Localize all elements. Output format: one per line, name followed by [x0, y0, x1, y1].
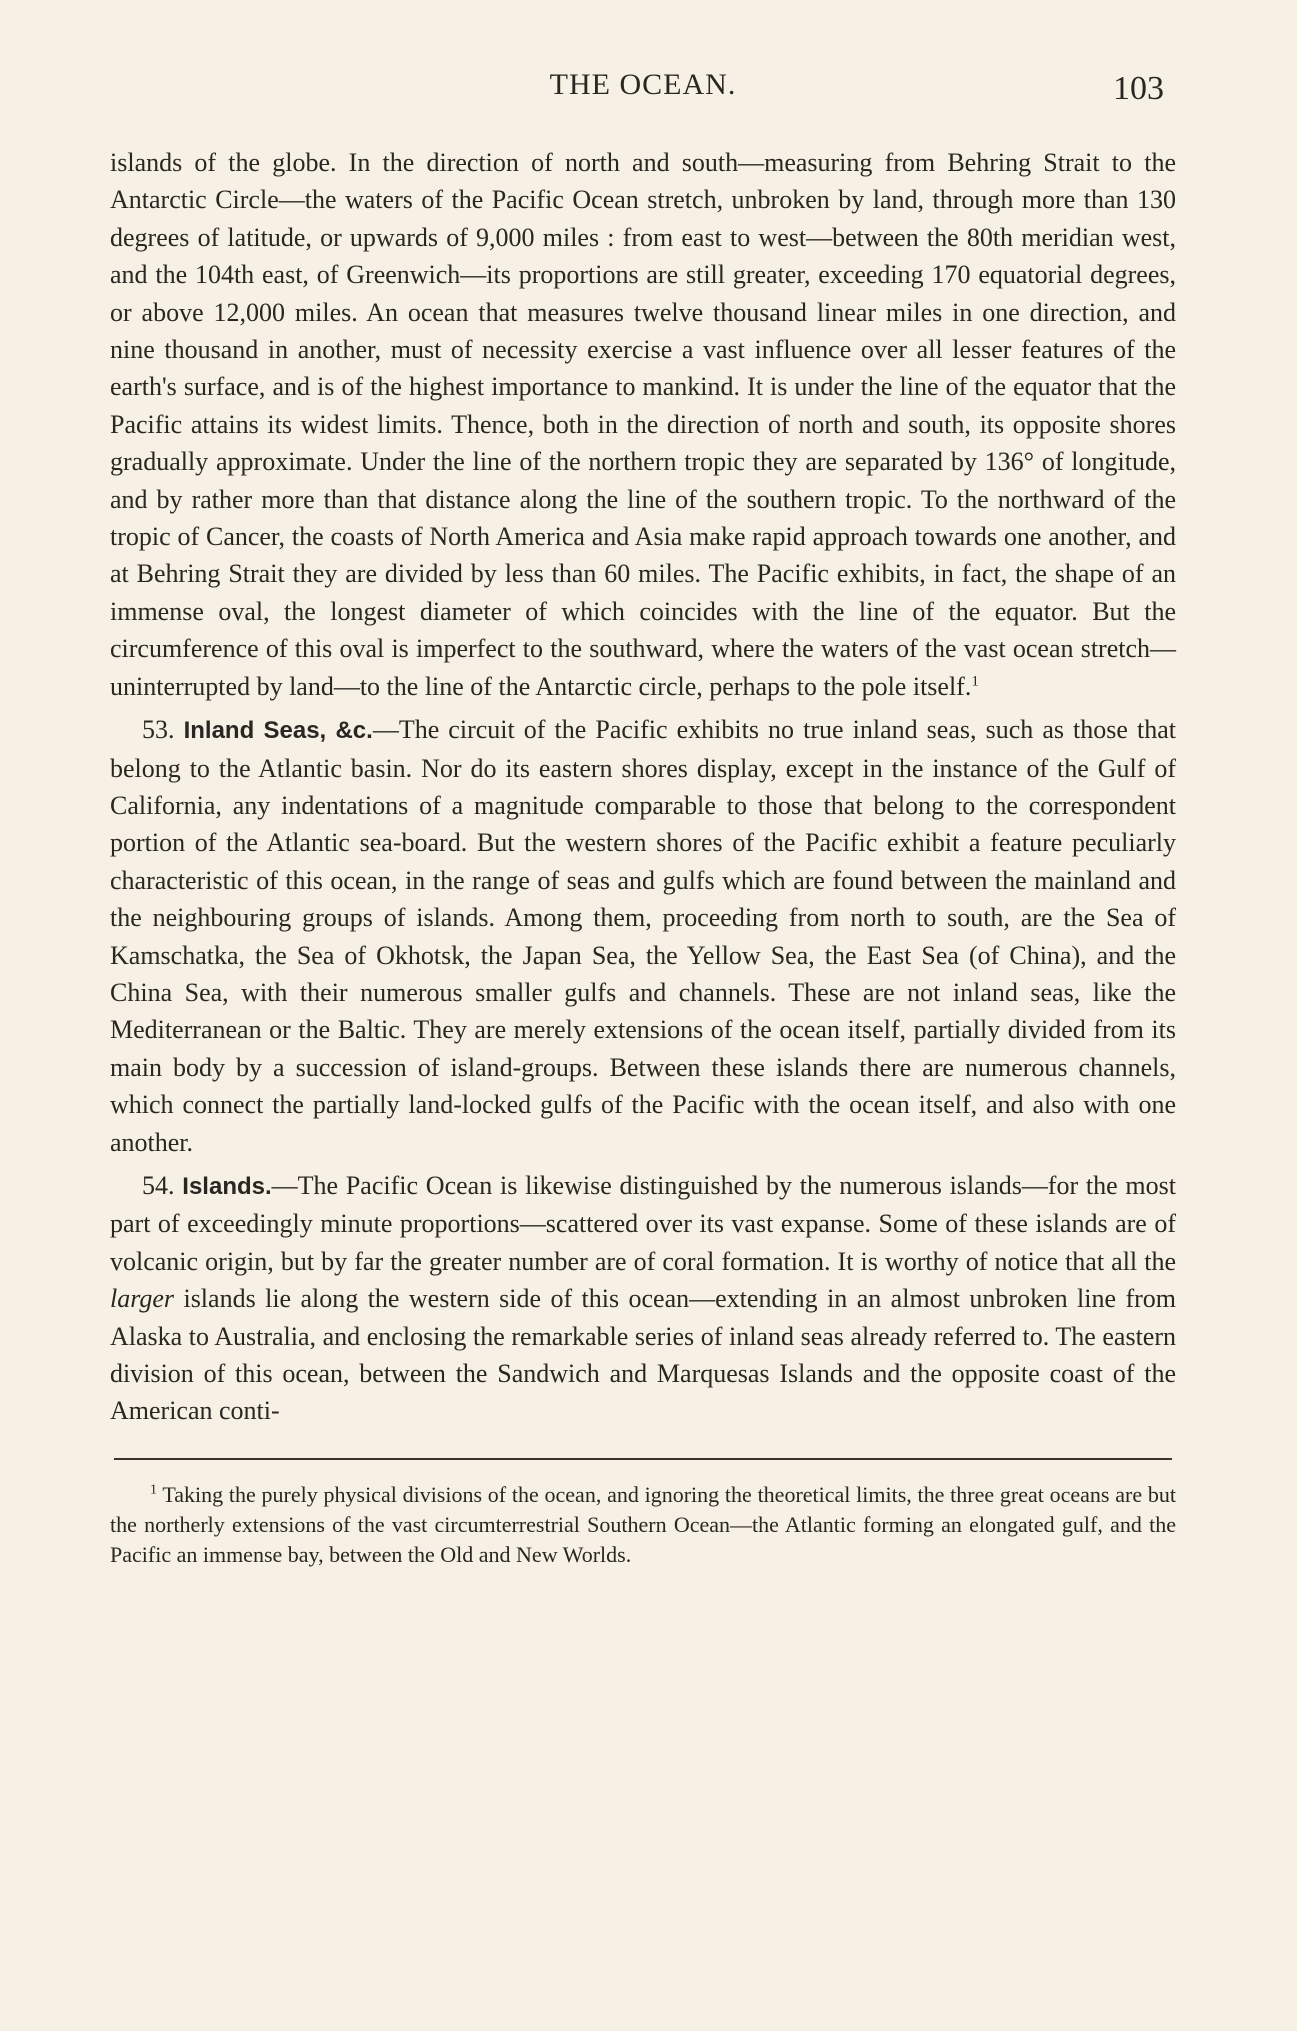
paragraph-continuation: [110, 144, 1176, 705]
section-text-continued: islands lie along the western side of this ocean—extending in an almost unbroken line from Alaska to Australia, and enclosing the remarkable series of inland seas already referred to. The eastern division of this ocean, between the Sandwich and Marquesas Islands and the opposite coast of the American conti-: [110, 1284, 1176, 1426]
running-title: THE OCEAN.: [549, 68, 737, 101]
section-heading: Inland Seas, &c.: [183, 717, 373, 745]
section-number: 53.: [142, 715, 175, 745]
paragraph-text: islands of the globe. In the direction of north and south—measuring from Behring Strait to the Antarctic Circle—the waters of the Pacific Ocean stretch, unbroken by land, through more than 130 degrees of latitude, or upwards of 9,000 miles : from east to west—between the 80th meridian west, and the 104th east, of Greenwich—its proportions are still greater, exceeding 170 equatorial degrees, or above 12,000 miles. An ocean that measures twelve thousand linear miles in one direction, and nine thousand in another, must of necessity exercise a vast influence over all lesser features of the earth's surface, and is of the highest importance to mankind. It is under the line of the equator that the Pacific attains its widest limits. Thence, both in the direction of north and south, its opposite shores gradually approximate. Under the line of the northern tropic they are separated by 136° of longitude, and by rather more than that distance along the line of the southern tropic. To the northward of the tropic of Cancer, the coasts of North America and Asia make rapid approach towards one another, and at Behring Strait they are divided by less than 60 miles. The Pacific exhibits, in fact, the shape of an immense oval, the longest diameter of which coincides with the line of the equator. But the circumference of this oval is imperfect to the southward, where the waters of the vast ocean stretch—uninterrupted by land—to the line of the Antarctic circle, perhaps to the pole itself.: [110, 148, 1176, 701]
section-number: 54.: [142, 1170, 175, 1200]
page-number: 103: [1113, 70, 1164, 107]
footnote-reference: 1: [971, 673, 979, 690]
footnote-text: Taking the purely physical divisions of the ocean, and ignoring the theoretical limits, the three great oceans are but the northerly extensions of the vast circumterrestrial Southern Ocean—the Atlantic forming an elongated gulf, and the Pacific an immense bay, between the Old and New Worlds.: [110, 1481, 1176, 1567]
footnote-divider: [114, 1458, 1172, 1460]
running-head: [110, 62, 1176, 114]
section-53: [110, 711, 1176, 1161]
book-page: [110, 62, 1176, 1592]
section-54: [110, 1167, 1176, 1430]
section-heading: Islands.: [182, 1172, 272, 1200]
section-text: —The circuit of the Pacific exhibits no true inland seas, such as those that belong to the Atlantic basin. Nor do its eastern shores display, except in the instance of the Gulf of California, any indentations of a magnitude comparable to those that belong to the correspondent portion of the Atlantic sea-board. But the western shores of the Pacific exhibit a feature peculiarly characteristic of this ocean, in the range of seas and gulfs which are found between the mainland and the neighbouring groups of islands. Among them, proceeding from north to south, are the Sea of Kamschatka, the Sea of Okhotsk, the Japan Sea, the Yellow Sea, the East Sea (of China), and the China Sea, with their numerous smaller gulfs and channels. These are not inland seas, like the Mediterranean or the Baltic. They are merely extensions of the ocean itself, partially divided from its main body by a succession of island-groups. Between these islands there are numerous channels, which connect the partially land-locked gulfs of the Pacific with the ocean itself, and also with one another.: [110, 715, 1176, 1157]
italic-emphasis: larger: [110, 1284, 175, 1314]
footnote-number: 1: [150, 1482, 157, 1498]
footnote: [110, 1480, 1176, 1570]
section-text: —The Pacific Ocean is likewise distinguished by the numerous islands—for the most part of exceedingly minute proportions—scattered over its vast expanse. Some of these islands are of volcanic origin, but by far the greater number are of coral formation. It is worthy of notice that all the: [110, 1170, 1176, 1276]
